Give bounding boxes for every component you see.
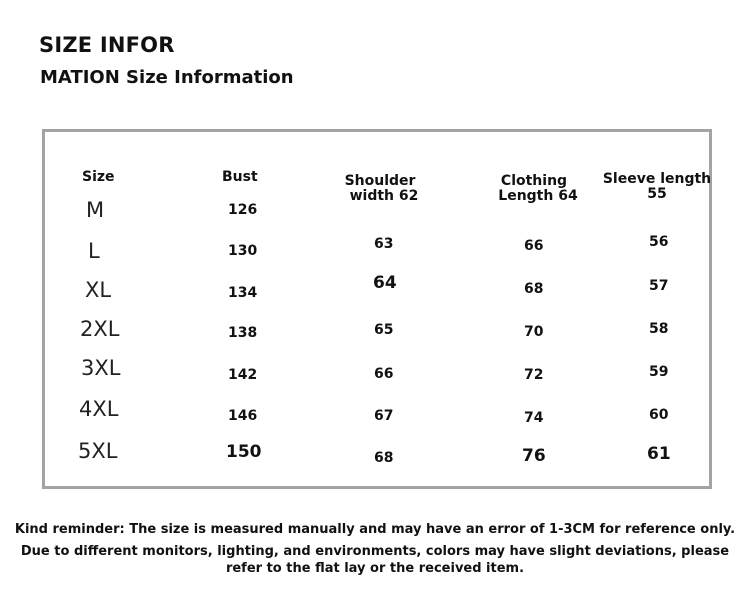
table-cell-length: 66	[524, 238, 544, 254]
table-cell-size: 3XL	[81, 356, 121, 380]
table-cell-shoulder: 63	[374, 236, 394, 252]
reminder-line-3: refer to the flat lay or the received item.	[225, 561, 525, 576]
page-subtitle: MATION Size Information	[40, 67, 294, 88]
table-cell-shoulder: 67	[374, 408, 394, 424]
table-cell-sleeve: 61	[647, 444, 671, 464]
table-cell-sleeve: 57	[649, 278, 669, 294]
table-cell-size: XL	[85, 278, 112, 302]
table-cell-sleeve: 58	[649, 321, 669, 337]
table-cell-bust: 130	[228, 243, 258, 259]
table-cell-size: 4XL	[79, 397, 119, 421]
table-cell-size: L	[88, 239, 100, 263]
table-cell-sleeve: 59	[649, 364, 669, 380]
table-cell-bust: 150	[226, 442, 262, 462]
page-title: SIZE INFOR	[39, 33, 175, 57]
table-cell-bust: 126	[228, 202, 258, 218]
header-clothing-line2: Length 64	[498, 188, 578, 204]
header-clothing-line1: Clothing	[500, 173, 568, 189]
table-cell-size: 5XL	[78, 439, 118, 463]
table-cell-shoulder: 65	[374, 322, 394, 338]
header-sleeve-length	[600, 172, 714, 202]
header-bust: Bust	[222, 169, 258, 185]
table-cell-length: 74	[524, 410, 544, 426]
table-cell-length: 76	[522, 446, 546, 466]
header-sleeve-line1: Sleeve length	[602, 171, 712, 187]
table-cell-shoulder: 66	[374, 366, 394, 382]
table-cell-sleeve: 60	[649, 407, 669, 423]
table-cell-size: 2XL	[80, 317, 120, 341]
reminder-line-2: Due to different monitors, lighting, and environments, colors may have slight deviations, please	[20, 544, 730, 559]
table-cell-bust: 142	[228, 367, 258, 383]
table-cell-size: M	[86, 198, 105, 222]
table-cell-sleeve: 56	[649, 234, 669, 250]
table-cell-bust: 146	[228, 408, 258, 424]
table-cell-bust: 138	[228, 325, 258, 341]
header-shoulder-line2: width 62	[349, 188, 419, 204]
header-sleeve-line2: 55	[647, 186, 667, 202]
header-shoulder-line1: Shoulder	[344, 173, 416, 189]
table-cell-length: 68	[524, 281, 544, 297]
header-shoulder	[332, 174, 428, 204]
header-size: Size	[82, 169, 115, 185]
table-cell-length: 72	[524, 367, 544, 383]
table-cell-length: 70	[524, 324, 544, 340]
reminder-line-1: Kind reminder: The size is measured manually and may have an error of 1-3CM for reference only.	[14, 522, 736, 537]
table-cell-shoulder: 64	[373, 273, 397, 293]
header-clothing-length	[486, 174, 582, 204]
table-cell-shoulder: 68	[374, 450, 394, 466]
table-cell-bust: 134	[228, 285, 258, 301]
